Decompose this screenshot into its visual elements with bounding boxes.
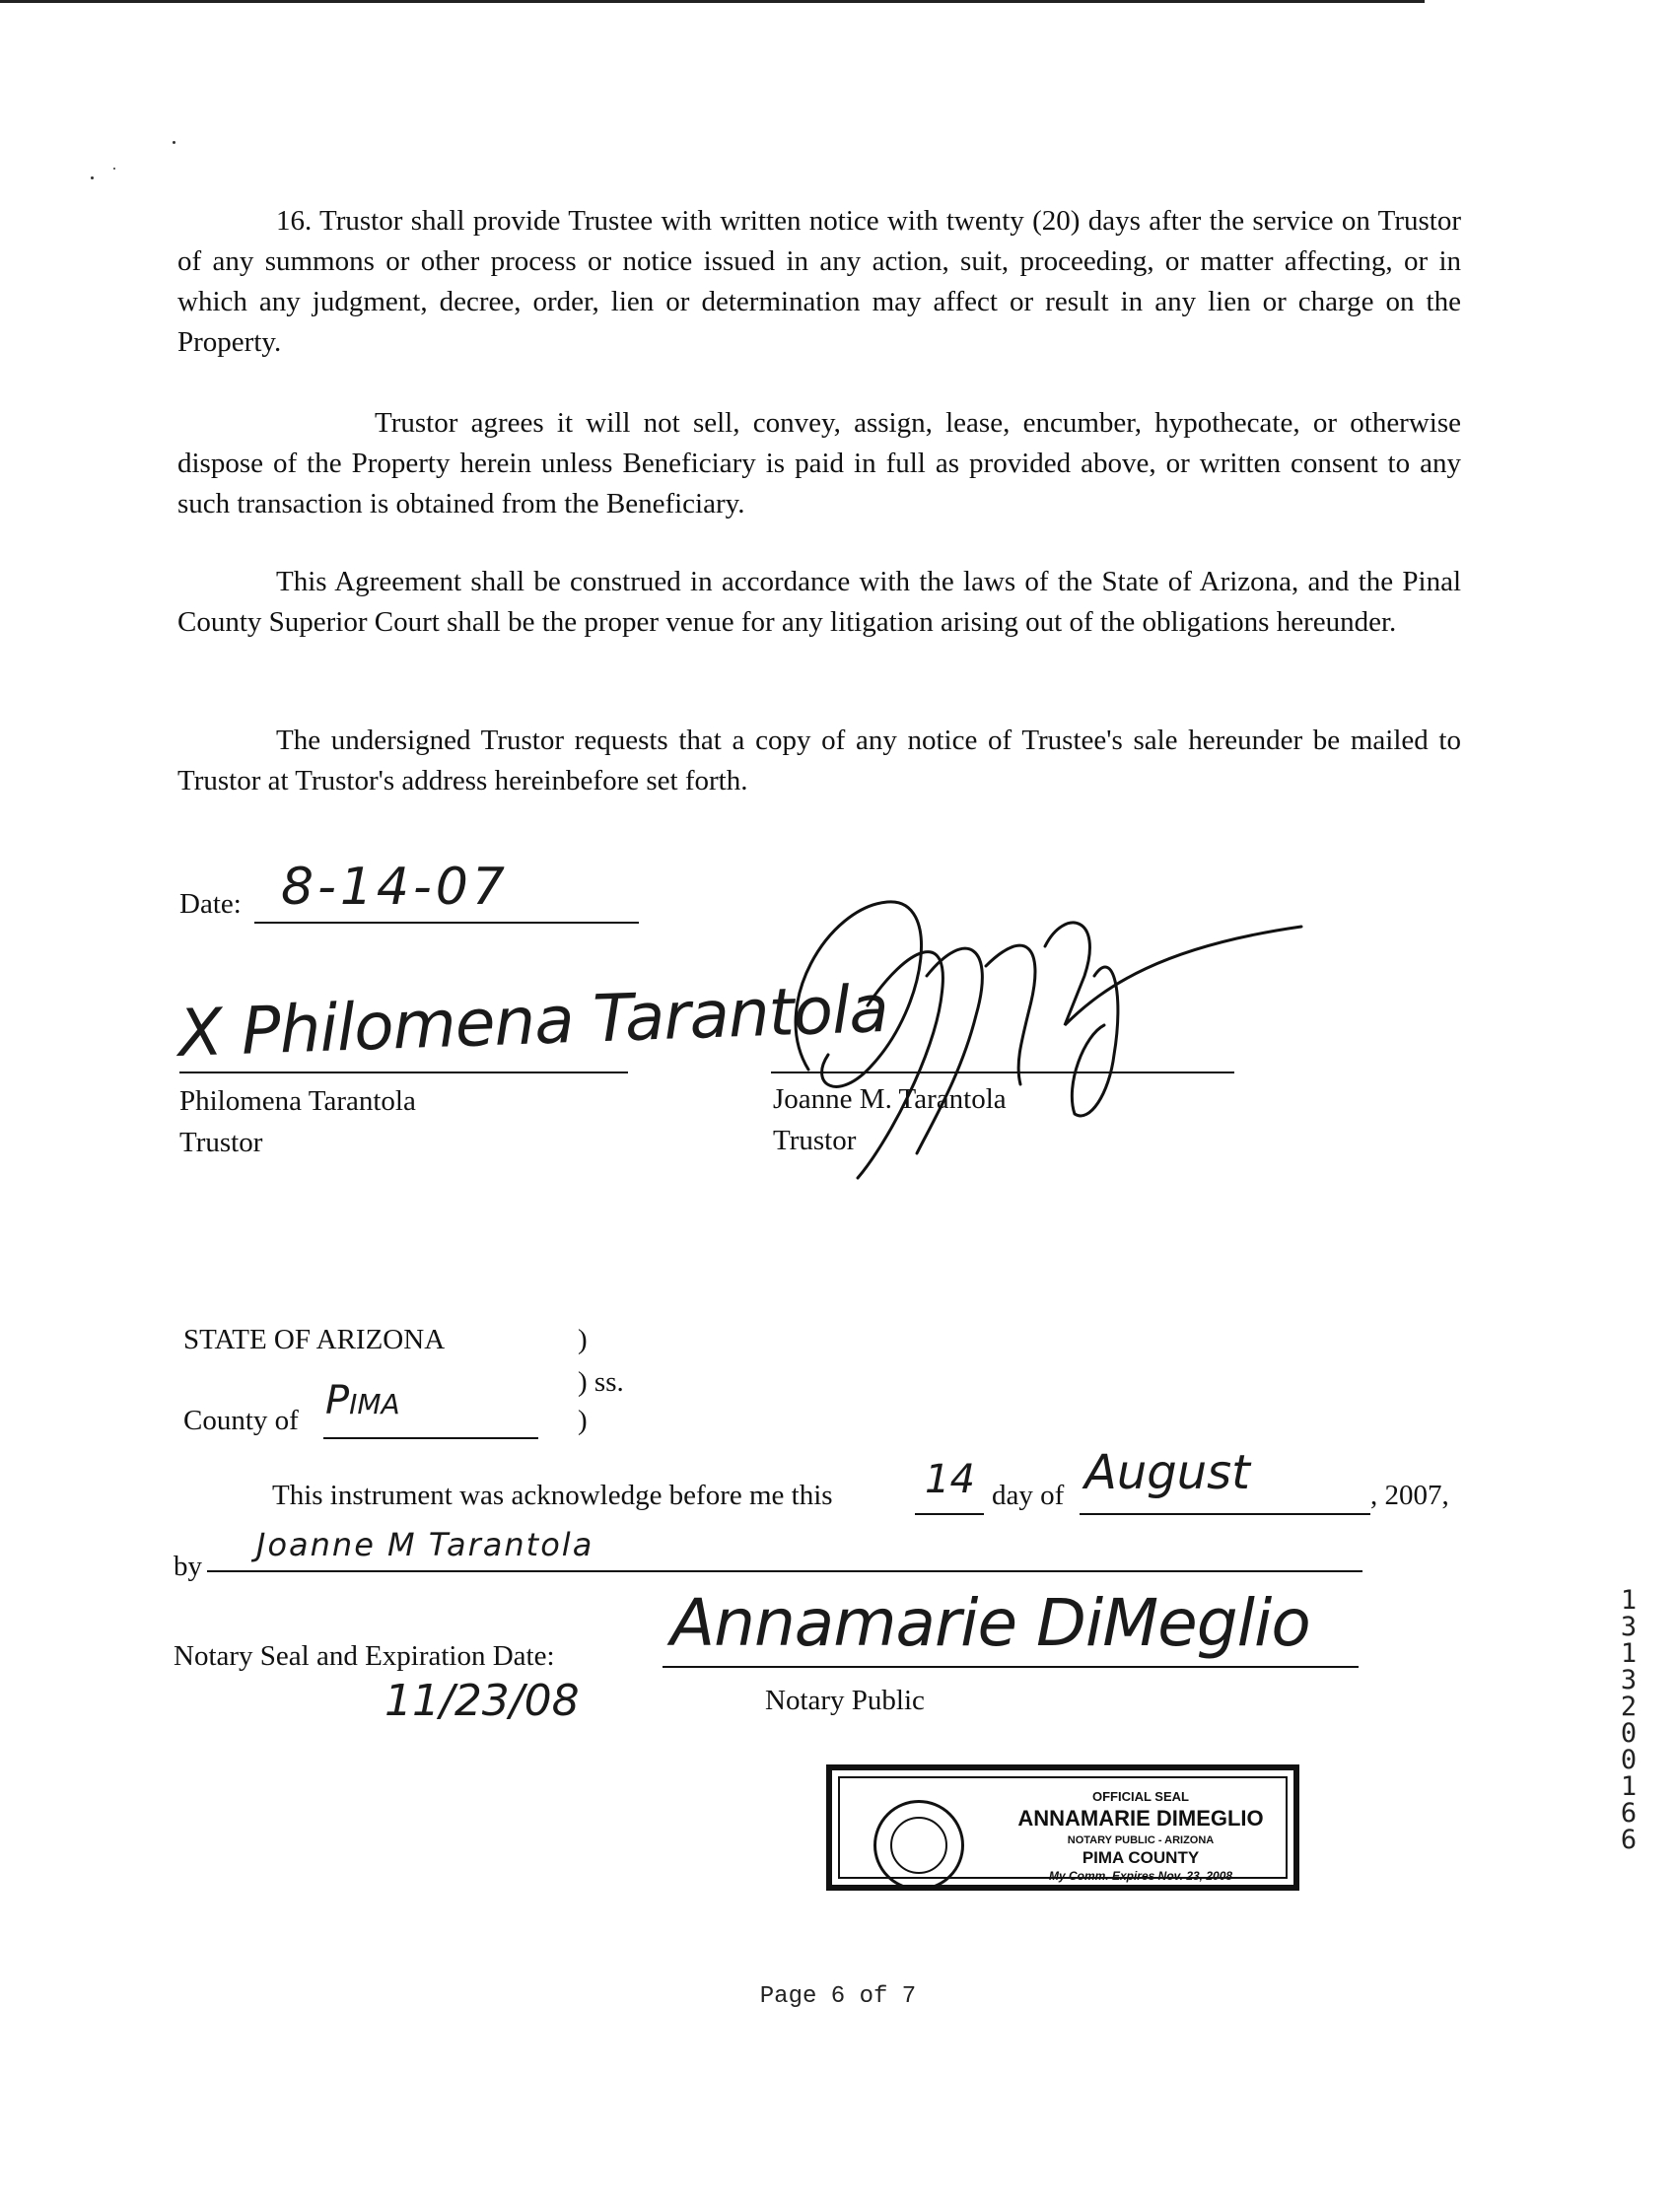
paragraph-no-sale: Trustor agrees it will not sell, convey, assign, lease, encumber, hypothecate, or otherwise dispose of the Property herein unless Beneficiary is paid in full as provided above, or written consent to any such transaction is obtained from the Beneficiary. (177, 407, 1461, 519)
notary-seal-stamp (826, 1764, 1299, 1891)
county-line (323, 1437, 538, 1439)
month-line (1080, 1513, 1370, 1515)
margin-recording-number: 1 3 1 3 2 0 0 1 6 6 (1620, 1585, 1638, 1855)
by-line (207, 1570, 1362, 1572)
notary-public-label: Notary Public (765, 1685, 925, 1716)
signature-philomena: X Philomena Tarantola (176, 970, 889, 1071)
signer1-role: Trustor (179, 1127, 263, 1158)
signer2-role: Trustor (773, 1125, 857, 1156)
paragraph-governing-law: This Agreement shall be construed in accordance with the laws of the State of Arizona, and the Pinal County Superior Court shall be the proper venue for any litigation arising out of the obligations hereunder. (177, 566, 1461, 638)
scan-speck (113, 168, 115, 170)
scan-top-edge (0, 0, 1425, 3)
county-label: County of (183, 1405, 299, 1436)
page-number: Page 6 of 7 (759, 1983, 917, 2010)
county-handwritten: Pima (325, 1378, 400, 1423)
date-line (254, 922, 639, 924)
ack-year: , 2007, (1370, 1480, 1449, 1511)
expiration-handwritten: 11/23/08 (384, 1676, 580, 1726)
by-handwritten: Joanne M Tarantola (256, 1526, 594, 1563)
notary-signature: Annamarie DiMeglio (670, 1585, 1310, 1661)
notary-signature-line (663, 1666, 1359, 1668)
seal-line-5: My Comm. Expires Nov. 23, 2008 (1048, 1869, 1233, 1883)
day-handwritten: 14 (925, 1457, 975, 1502)
date-label: Date: (179, 888, 242, 920)
seal-line-3: NOTARY PUBLIC - ARIZONA (1067, 1834, 1215, 1846)
notary-seal-label: Notary Seal and Expiration Date: (174, 1640, 555, 1672)
paragraph-16: 16. Trustor shall provide Trustee with written notice with twenty (20) days after the service on Trustor of any summons or other process or notice issued in any action, suit, proceeding, or matter affecting, or in which any judgment, decree, order, lien or determination may affect or result in any lien or charge on the Property. (177, 205, 1461, 358)
ack-text-1: This instrument was acknowledge before me this (272, 1480, 833, 1511)
bracket-3: ) (578, 1405, 588, 1436)
paragraph-notice-request: The undersigned Trustor requests that a copy of any notice of Trustee's sale hereunder be mailed to Trustor at Trustor's address hereinbefore set forth. (177, 725, 1461, 796)
bracket-ss: ) ss. (578, 1366, 624, 1398)
signature-line-1 (179, 1071, 628, 1073)
date-handwritten: 8-14-07 (281, 858, 509, 917)
seal-line-1: OFFICIAL SEAL (1092, 1789, 1189, 1804)
seal-line-4: PIMA COUNTY (1082, 1848, 1200, 1867)
scan-speck (173, 141, 175, 144)
bracket-1: ) (578, 1324, 588, 1355)
signer1-name: Philomena Tarantola (179, 1085, 416, 1117)
month-handwritten: August (1084, 1445, 1250, 1500)
scan-speck (91, 176, 94, 179)
day-line (915, 1513, 984, 1515)
state-label: STATE OF ARIZONA (183, 1324, 446, 1355)
signer2-name: Joanne M. Tarantola (773, 1083, 1007, 1115)
ack-text-day-of: day of (992, 1480, 1065, 1511)
seal-line-2: ANNAMARIE DIMEGLIO (1017, 1806, 1264, 1831)
by-label: by (174, 1551, 202, 1582)
state-seal-emblem-icon (873, 1800, 964, 1891)
